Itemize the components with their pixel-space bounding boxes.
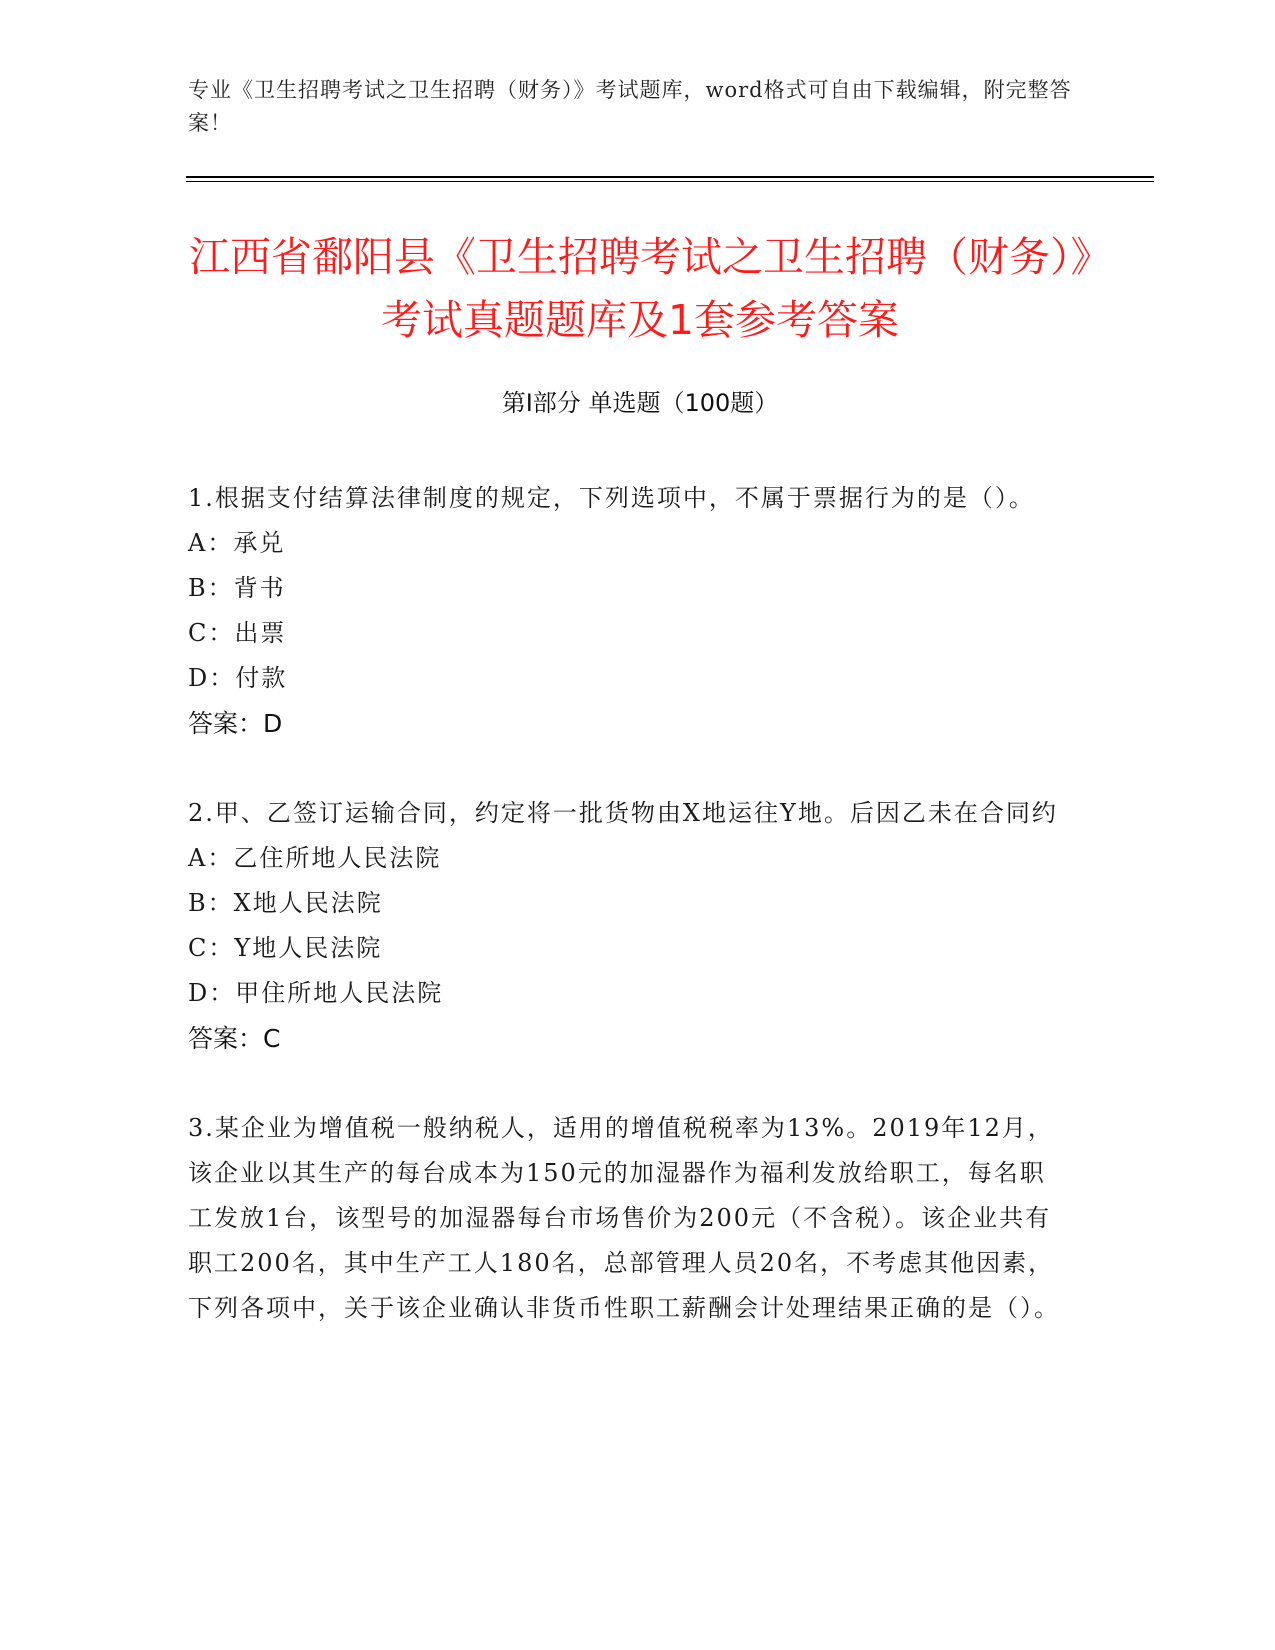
option-d: D：甲住所地人民法院 xyxy=(188,979,444,1007)
question-stem: 3.某企业为增值税一般纳税人，适用的增值税税率为13%。2019年12月，该企业以其生产的每台成本为150元的加湿器作为福利发放给职工，每名职工发放1台，该型号的加湿器每台市场售价为200元（不含税）。该企业共有职工200名，其中生产工人180名，总部管理人员20名，不考虑其他因素，下列各项中，关于该企业确认非货币性职工薪酬会计处理结果正确的是（）。 xyxy=(188,1114,1060,1322)
spacer xyxy=(188,1061,1068,1106)
header-note: 专业《卫生招聘考试之卫生招聘（财务）》考试题库，word格式可自由下载编辑，附完整答案！ xyxy=(188,78,1072,135)
answer: 答案：C xyxy=(188,1024,281,1053)
document-title: 江西省鄱阳县《卫生招聘考试之卫生招聘（财务）》考试真题题库及1套参考答案 xyxy=(189,233,1091,344)
question-stem: 1.根据支付结算法律制度的规定，下列选项中，不属于票据行为的是（）。 xyxy=(188,484,1035,512)
question-3 xyxy=(188,1106,1068,1331)
option-c: C：出票 xyxy=(188,619,287,647)
option-a: A：乙住所地人民法院 xyxy=(188,844,442,872)
question-stem: 2.甲、乙签订运输合同，约定将一批货物由X地运往Y地。后因乙未在合同约 xyxy=(188,799,1058,827)
answer: 答案：D xyxy=(188,709,283,738)
question-list xyxy=(188,476,1068,1331)
spacer xyxy=(188,746,1068,791)
header-divider-thin xyxy=(186,181,1154,182)
option-d: D：付款 xyxy=(188,664,288,692)
option-b: B：X地人民法院 xyxy=(188,889,383,917)
question-1 xyxy=(188,476,1068,746)
question-2 xyxy=(188,791,1068,1061)
option-b: B：背书 xyxy=(188,574,286,602)
section-title: 第Ⅰ部分 单选题（100题） xyxy=(501,389,779,417)
option-c: C：Y地人民法院 xyxy=(188,934,383,962)
option-a: A：承兑 xyxy=(188,529,286,557)
header-divider-thick xyxy=(186,176,1154,178)
